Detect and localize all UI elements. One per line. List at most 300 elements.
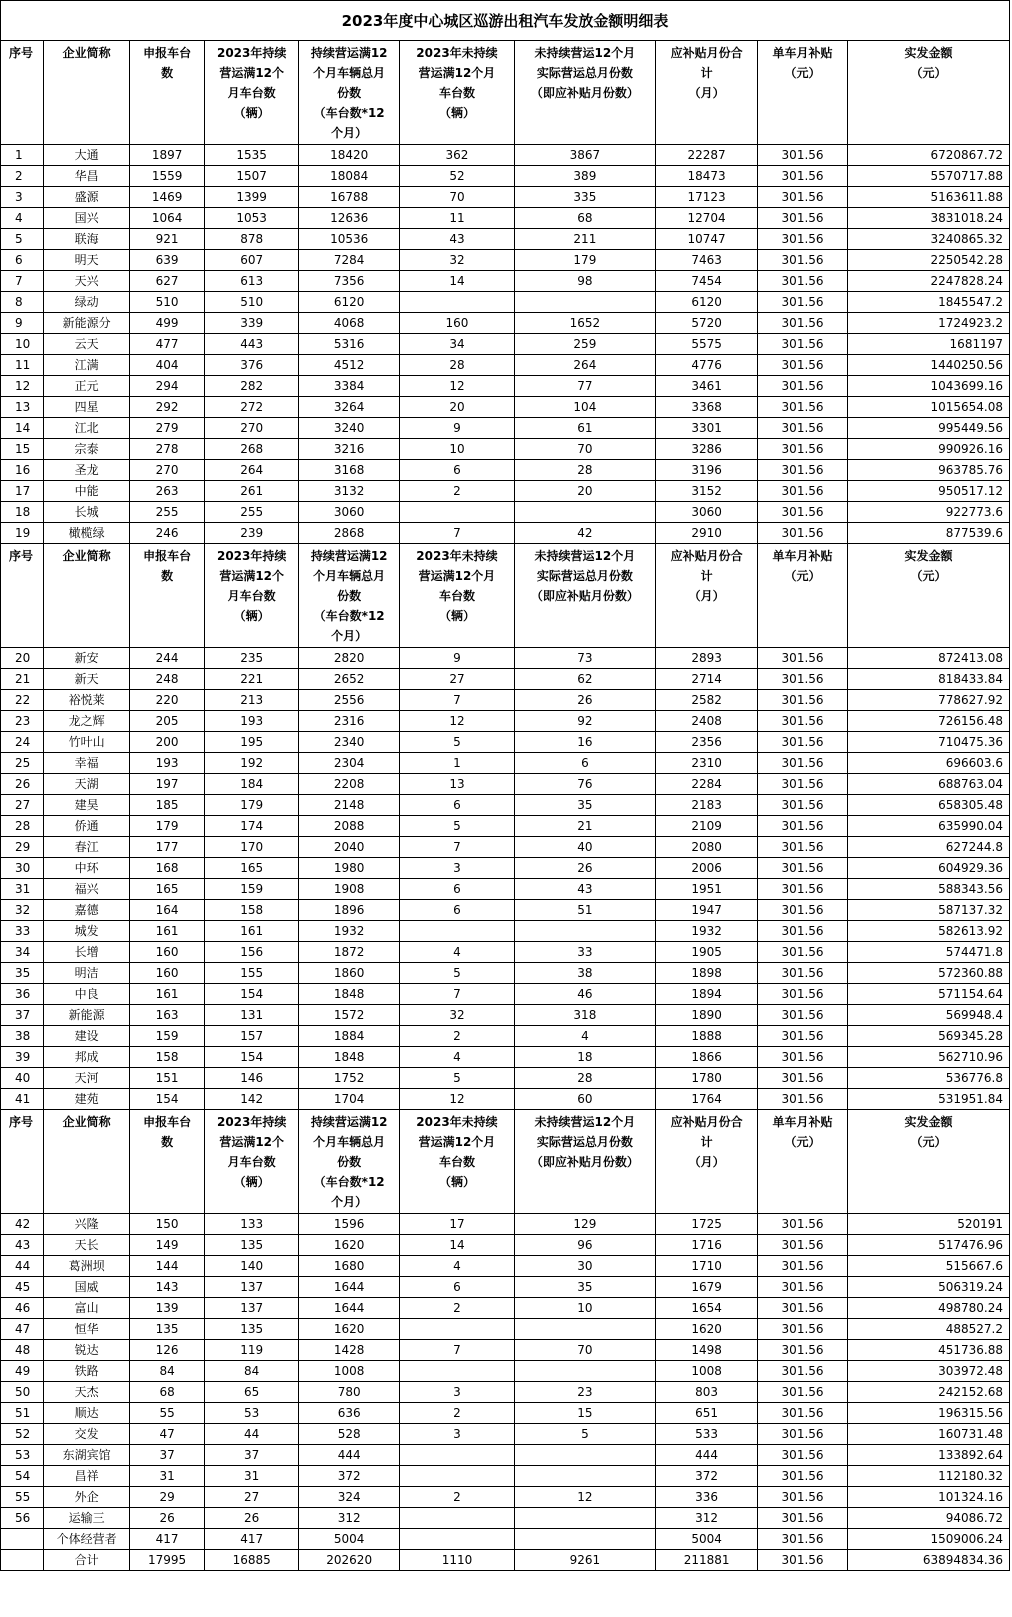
cell-months: 528	[299, 1424, 400, 1445]
cell-months: 2556	[299, 690, 400, 711]
cell-company: 天兴	[44, 271, 130, 292]
cell-months: 7284	[299, 250, 400, 271]
cell-continuous: 159	[205, 879, 299, 900]
cell-noncontinuous: 12	[400, 376, 515, 397]
cell-company: 新安	[44, 648, 130, 669]
cell-declared: 55	[129, 1403, 204, 1424]
col-monthly-subsidy-header	[758, 1110, 848, 1214]
cell-months: 636	[299, 1403, 400, 1424]
cell-total-months: 1905	[656, 942, 758, 963]
header-line: 序号	[9, 46, 34, 60]
header-line: 2023年未持续	[416, 46, 498, 60]
cell-seq: 41	[1, 1089, 44, 1110]
cell-noncontinuous: 14	[400, 271, 515, 292]
cell-noncontinuous: 2	[400, 1298, 515, 1319]
cell-months: 372	[299, 1466, 400, 1487]
cell-monthly-subsidy: 301.56	[758, 795, 848, 816]
cell-continuous: 1507	[205, 166, 299, 187]
cell-amount: 5570717.88	[847, 166, 1009, 187]
cell-noncontinuous	[400, 292, 515, 313]
cell-months: 5316	[299, 334, 400, 355]
header-line: 2023年未持续	[416, 549, 498, 563]
table-row	[1, 1487, 1010, 1508]
cell-seq: 51	[1, 1403, 44, 1424]
cell-company: 明洁	[44, 963, 130, 984]
cell-months: 2652	[299, 669, 400, 690]
cell-company: 华昌	[44, 166, 130, 187]
header-line: 企业简称	[62, 1115, 111, 1129]
cell-declared: 161	[129, 984, 204, 1005]
table-row	[1, 1319, 1010, 1340]
cell-declared: 205	[129, 711, 204, 732]
table-row	[1, 1298, 1010, 1319]
cell-continuous: 607	[205, 250, 299, 271]
cell-continuous: 272	[205, 397, 299, 418]
table-row	[1, 166, 1010, 187]
cell-noncontinuous: 2	[400, 1403, 515, 1424]
cell-monthly-subsidy: 301.56	[758, 900, 848, 921]
cell-seq: 6	[1, 250, 44, 271]
col-noncontinuous-header	[400, 544, 515, 648]
cell-continuous: 65	[205, 1382, 299, 1403]
cell-company: 建昊	[44, 795, 130, 816]
cell-amount: 582613.92	[847, 921, 1009, 942]
table-row	[1, 1026, 1010, 1047]
cell-continuous: 221	[205, 669, 299, 690]
cell-amount: 133892.64	[847, 1445, 1009, 1466]
cell-declared: 404	[129, 355, 204, 376]
cell-noncontinuous: 7	[400, 690, 515, 711]
cell-seq: 7	[1, 271, 44, 292]
cell-total-months: 2080	[656, 837, 758, 858]
cell-total-months: 1947	[656, 900, 758, 921]
cell-continuous: 878	[205, 229, 299, 250]
cell-continuous: 154	[205, 1047, 299, 1068]
col-seq-header	[1, 544, 44, 648]
cell-months: 1848	[299, 984, 400, 1005]
col-months-header	[299, 1110, 400, 1214]
cell-amount: 488527.2	[847, 1319, 1009, 1340]
cell-noncontinuous: 5	[400, 816, 515, 837]
header-line: （车台数*12	[313, 609, 385, 623]
cell-actual-months	[514, 1361, 655, 1382]
cell-declared: 29	[129, 1487, 204, 1508]
cell-actual-months: 389	[514, 166, 655, 187]
cell-actual-months: 9261	[514, 1550, 655, 1571]
cell-actual-months: 16	[514, 732, 655, 753]
cell-company: 中良	[44, 984, 130, 1005]
cell-continuous: 195	[205, 732, 299, 753]
cell-months: 2304	[299, 753, 400, 774]
cell-monthly-subsidy: 301.56	[758, 1445, 848, 1466]
cell-actual-months: 26	[514, 690, 655, 711]
cell-total-months: 651	[656, 1403, 758, 1424]
cell-seq: 32	[1, 900, 44, 921]
cell-actual-months: 42	[514, 523, 655, 544]
cell-monthly-subsidy: 301.56	[758, 166, 848, 187]
table-row	[1, 711, 1010, 732]
cell-monthly-subsidy: 301.56	[758, 439, 848, 460]
cell-actual-months: 21	[514, 816, 655, 837]
header-line: 车台数	[438, 589, 475, 603]
cell-noncontinuous: 43	[400, 229, 515, 250]
header-line: 计	[700, 569, 713, 583]
cell-seq: 2	[1, 166, 44, 187]
cell-total-months: 12704	[656, 208, 758, 229]
cell-continuous: 135	[205, 1319, 299, 1340]
cell-amount: 498780.24	[847, 1298, 1009, 1319]
table-title: 2023年度中心城区巡游出租汽车发放金额明细表	[1, 1, 1010, 41]
cell-actual-months: 3867	[514, 145, 655, 166]
cell-seq: 30	[1, 858, 44, 879]
header-line: （元）	[784, 1135, 821, 1149]
table-row	[1, 271, 1010, 292]
cell-noncontinuous: 5	[400, 963, 515, 984]
cell-total-months: 3461	[656, 376, 758, 397]
cell-declared: 17995	[129, 1550, 204, 1571]
cell-months: 3216	[299, 439, 400, 460]
cell-noncontinuous: 12	[400, 1089, 515, 1110]
cell-seq: 56	[1, 1508, 44, 1529]
header-line: 车台数	[438, 1155, 475, 1169]
cell-seq: 12	[1, 376, 44, 397]
cell-continuous: 44	[205, 1424, 299, 1445]
col-declared-header	[129, 1110, 204, 1214]
cell-noncontinuous: 6	[400, 1277, 515, 1298]
cell-seq	[1, 1550, 44, 1571]
cell-amount: 536776.8	[847, 1068, 1009, 1089]
cell-months: 4512	[299, 355, 400, 376]
header-line: 份数	[337, 589, 362, 603]
col-actual-months-header	[514, 544, 655, 648]
table-row	[1, 292, 1010, 313]
cell-amount: 572360.88	[847, 963, 1009, 984]
cell-actual-months: 28	[514, 460, 655, 481]
cell-months: 1620	[299, 1235, 400, 1256]
col-amount-header	[847, 41, 1009, 145]
cell-actual-months: 12	[514, 1487, 655, 1508]
cell-amount: 1724923.2	[847, 313, 1009, 334]
cell-company: 新能源	[44, 1005, 130, 1026]
cell-monthly-subsidy: 301.56	[758, 1361, 848, 1382]
cell-actual-months: 23	[514, 1382, 655, 1403]
cell-monthly-subsidy: 301.56	[758, 1068, 848, 1089]
header-line: 单车月补贴	[772, 46, 833, 60]
cell-seq: 34	[1, 942, 44, 963]
cell-amount: 963785.76	[847, 460, 1009, 481]
cell-seq: 40	[1, 1068, 44, 1089]
header-line: 应补贴月份合	[670, 549, 743, 563]
cell-total-months: 10747	[656, 229, 758, 250]
table-row	[1, 690, 1010, 711]
cell-monthly-subsidy: 301.56	[758, 1403, 848, 1424]
col-monthly-subsidy-header	[758, 544, 848, 648]
cell-monthly-subsidy: 301.56	[758, 1277, 848, 1298]
cell-seq: 48	[1, 1340, 44, 1361]
cell-declared: 135	[129, 1319, 204, 1340]
cell-monthly-subsidy: 301.56	[758, 921, 848, 942]
cell-company: 幸福	[44, 753, 130, 774]
col-seq-header	[1, 41, 44, 145]
cell-actual-months: 6	[514, 753, 655, 774]
cell-continuous: 339	[205, 313, 299, 334]
cell-actual-months: 70	[514, 1340, 655, 1361]
cell-total-months: 2356	[656, 732, 758, 753]
cell-company: 恒华	[44, 1319, 130, 1340]
table-row	[1, 1529, 1010, 1550]
cell-declared: 255	[129, 502, 204, 523]
cell-months: 2208	[299, 774, 400, 795]
header-line: （元）	[784, 569, 821, 583]
cell-amount: 5163611.88	[847, 187, 1009, 208]
cell-continuous: 119	[205, 1340, 299, 1361]
cell-months: 1428	[299, 1340, 400, 1361]
cell-seq: 1	[1, 145, 44, 166]
table-row	[1, 313, 1010, 334]
cell-continuous: 1399	[205, 187, 299, 208]
cell-seq: 50	[1, 1382, 44, 1403]
cell-amount: 160731.48	[847, 1424, 1009, 1445]
cell-monthly-subsidy: 301.56	[758, 1047, 848, 1068]
cell-declared: 263	[129, 481, 204, 502]
cell-company: 长城	[44, 502, 130, 523]
cell-monthly-subsidy: 301.56	[758, 753, 848, 774]
cell-noncontinuous: 6	[400, 795, 515, 816]
cell-declared: 627	[129, 271, 204, 292]
table-row	[1, 753, 1010, 774]
cell-actual-months: 20	[514, 481, 655, 502]
cell-continuous: 376	[205, 355, 299, 376]
cell-seq: 13	[1, 397, 44, 418]
header-row	[1, 544, 1010, 648]
cell-company: 江北	[44, 418, 130, 439]
cell-company: 天湖	[44, 774, 130, 795]
cell-amount: 1043699.16	[847, 376, 1009, 397]
cell-noncontinuous: 4	[400, 942, 515, 963]
cell-amount: 515667.6	[847, 1256, 1009, 1277]
cell-monthly-subsidy: 301.56	[758, 292, 848, 313]
cell-company: 橄榄绿	[44, 523, 130, 544]
cell-declared: 168	[129, 858, 204, 879]
cell-actual-months: 4	[514, 1026, 655, 1047]
cell-actual-months: 33	[514, 942, 655, 963]
cell-declared: 149	[129, 1235, 204, 1256]
cell-actual-months	[514, 1319, 655, 1340]
header-line: 单车月补贴	[772, 549, 833, 563]
cell-company: 正元	[44, 376, 130, 397]
cell-months: 1848	[299, 1047, 400, 1068]
cell-amount: 1845547.2	[847, 292, 1009, 313]
cell-amount: 303972.48	[847, 1361, 1009, 1382]
cell-declared: 294	[129, 376, 204, 397]
cell-seq: 31	[1, 879, 44, 900]
header-line: （即应补贴月份数）	[530, 86, 639, 100]
cell-actual-months	[514, 502, 655, 523]
header-line: 个月车辆总月	[313, 66, 386, 80]
cell-actual-months: 129	[514, 1214, 655, 1235]
cell-monthly-subsidy: 301.56	[758, 1466, 848, 1487]
table-row	[1, 669, 1010, 690]
cell-company: 新天	[44, 669, 130, 690]
cell-company: 建苑	[44, 1089, 130, 1110]
cell-total-months: 1498	[656, 1340, 758, 1361]
cell-total-months: 336	[656, 1487, 758, 1508]
table-row	[1, 1047, 1010, 1068]
header-line: 营运满12个	[219, 569, 285, 583]
cell-monthly-subsidy: 301.56	[758, 690, 848, 711]
header-line: 持续营运满12	[310, 1115, 388, 1129]
cell-months: 1896	[299, 900, 400, 921]
cell-company: 云天	[44, 334, 130, 355]
cell-monthly-subsidy: 301.56	[758, 502, 848, 523]
cell-company: 绿动	[44, 292, 130, 313]
col-continuous-header	[205, 41, 299, 145]
cell-seq: 17	[1, 481, 44, 502]
cell-total-months: 2310	[656, 753, 758, 774]
cell-amount: 571154.64	[847, 984, 1009, 1005]
cell-continuous: 1535	[205, 145, 299, 166]
cell-amount: 6720867.72	[847, 145, 1009, 166]
cell-company: 春江	[44, 837, 130, 858]
cell-monthly-subsidy: 301.56	[758, 376, 848, 397]
cell-company: 建设	[44, 1026, 130, 1047]
cell-noncontinuous: 7	[400, 1340, 515, 1361]
cell-declared: 270	[129, 460, 204, 481]
cell-actual-months	[514, 292, 655, 313]
cell-months: 4068	[299, 313, 400, 334]
cell-total-months: 1898	[656, 963, 758, 984]
cell-seq: 19	[1, 523, 44, 544]
cell-company: 外企	[44, 1487, 130, 1508]
cell-monthly-subsidy: 301.56	[758, 1382, 848, 1403]
cell-company: 天河	[44, 1068, 130, 1089]
cell-total-months: 7463	[656, 250, 758, 271]
table-row	[1, 418, 1010, 439]
cell-monthly-subsidy: 301.56	[758, 187, 848, 208]
cell-actual-months: 318	[514, 1005, 655, 1026]
cell-monthly-subsidy: 301.56	[758, 145, 848, 166]
cell-actual-months: 38	[514, 963, 655, 984]
table-row	[1, 774, 1010, 795]
cell-declared: 499	[129, 313, 204, 334]
cell-company: 运输三	[44, 1508, 130, 1529]
cell-declared: 200	[129, 732, 204, 753]
cell-total-months: 312	[656, 1508, 758, 1529]
header-line: 实际营运总月份数	[536, 569, 633, 583]
cell-amount: 2247828.24	[847, 271, 1009, 292]
cell-declared: 477	[129, 334, 204, 355]
cell-declared: 163	[129, 1005, 204, 1026]
cell-declared: 143	[129, 1277, 204, 1298]
cell-seq: 9	[1, 313, 44, 334]
header-line: （月）	[688, 589, 725, 603]
cell-continuous: 137	[205, 1298, 299, 1319]
col-continuous-header	[205, 1110, 299, 1214]
cell-continuous: 193	[205, 711, 299, 732]
header-line: 月车台数	[227, 1155, 276, 1169]
cell-amount: 922773.6	[847, 502, 1009, 523]
cell-seq: 24	[1, 732, 44, 753]
table-row	[1, 1277, 1010, 1298]
cell-continuous: 135	[205, 1235, 299, 1256]
cell-monthly-subsidy: 301.56	[758, 481, 848, 502]
cell-actual-months: 35	[514, 1277, 655, 1298]
cell-continuous: 161	[205, 921, 299, 942]
header-line: 个月）	[331, 1195, 368, 1209]
cell-continuous: 27	[205, 1487, 299, 1508]
cell-continuous: 165	[205, 858, 299, 879]
cell-company: 天杰	[44, 1382, 130, 1403]
cell-company: 中环	[44, 858, 130, 879]
table-row	[1, 1382, 1010, 1403]
header-line: 实际营运总月份数	[536, 66, 633, 80]
header-line: 申报车台	[143, 46, 192, 60]
cell-months: 202620	[299, 1550, 400, 1571]
table-row	[1, 732, 1010, 753]
cell-months: 1980	[299, 858, 400, 879]
cell-declared: 639	[129, 250, 204, 271]
cell-months: 18420	[299, 145, 400, 166]
cell-months: 1644	[299, 1277, 400, 1298]
cell-actual-months: 259	[514, 334, 655, 355]
header-line: 实际营运总月份数	[536, 1135, 633, 1149]
cell-company: 东湖宾馆	[44, 1445, 130, 1466]
cell-noncontinuous	[400, 1319, 515, 1340]
cell-noncontinuous: 7	[400, 837, 515, 858]
cell-actual-months: 96	[514, 1235, 655, 1256]
cell-continuous: 268	[205, 439, 299, 460]
cell-seq: 4	[1, 208, 44, 229]
cell-actual-months: 68	[514, 208, 655, 229]
cell-company: 铁路	[44, 1361, 130, 1382]
cell-monthly-subsidy: 301.56	[758, 1319, 848, 1340]
cell-total-months: 3060	[656, 502, 758, 523]
table-row	[1, 1403, 1010, 1424]
cell-monthly-subsidy: 301.56	[758, 208, 848, 229]
cell-amount: 658305.48	[847, 795, 1009, 816]
cell-declared: 1559	[129, 166, 204, 187]
cell-seq: 39	[1, 1047, 44, 1068]
col-total-months-header	[656, 544, 758, 648]
cell-declared: 150	[129, 1214, 204, 1235]
cell-declared: 185	[129, 795, 204, 816]
header-line: 营运满12个月	[418, 1135, 496, 1149]
cell-amount: 778627.92	[847, 690, 1009, 711]
header-line: 持续营运满12	[310, 46, 388, 60]
cell-monthly-subsidy: 301.56	[758, 355, 848, 376]
cell-months: 1644	[299, 1298, 400, 1319]
cell-seq: 21	[1, 669, 44, 690]
cell-amount: 1509006.24	[847, 1529, 1009, 1550]
cell-company: 宗泰	[44, 439, 130, 460]
cell-continuous: 270	[205, 418, 299, 439]
table-row	[1, 963, 1010, 984]
cell-monthly-subsidy: 301.56	[758, 271, 848, 292]
cell-declared: 151	[129, 1068, 204, 1089]
cell-declared: 248	[129, 669, 204, 690]
cell-seq: 45	[1, 1277, 44, 1298]
cell-declared: 510	[129, 292, 204, 313]
cell-continuous: 146	[205, 1068, 299, 1089]
cell-months: 1752	[299, 1068, 400, 1089]
cell-monthly-subsidy: 301.56	[758, 732, 848, 753]
cell-monthly-subsidy: 301.56	[758, 1214, 848, 1235]
cell-monthly-subsidy: 301.56	[758, 963, 848, 984]
cell-noncontinuous: 11	[400, 208, 515, 229]
table-row	[1, 1256, 1010, 1277]
cell-seq: 23	[1, 711, 44, 732]
cell-continuous: 31	[205, 1466, 299, 1487]
